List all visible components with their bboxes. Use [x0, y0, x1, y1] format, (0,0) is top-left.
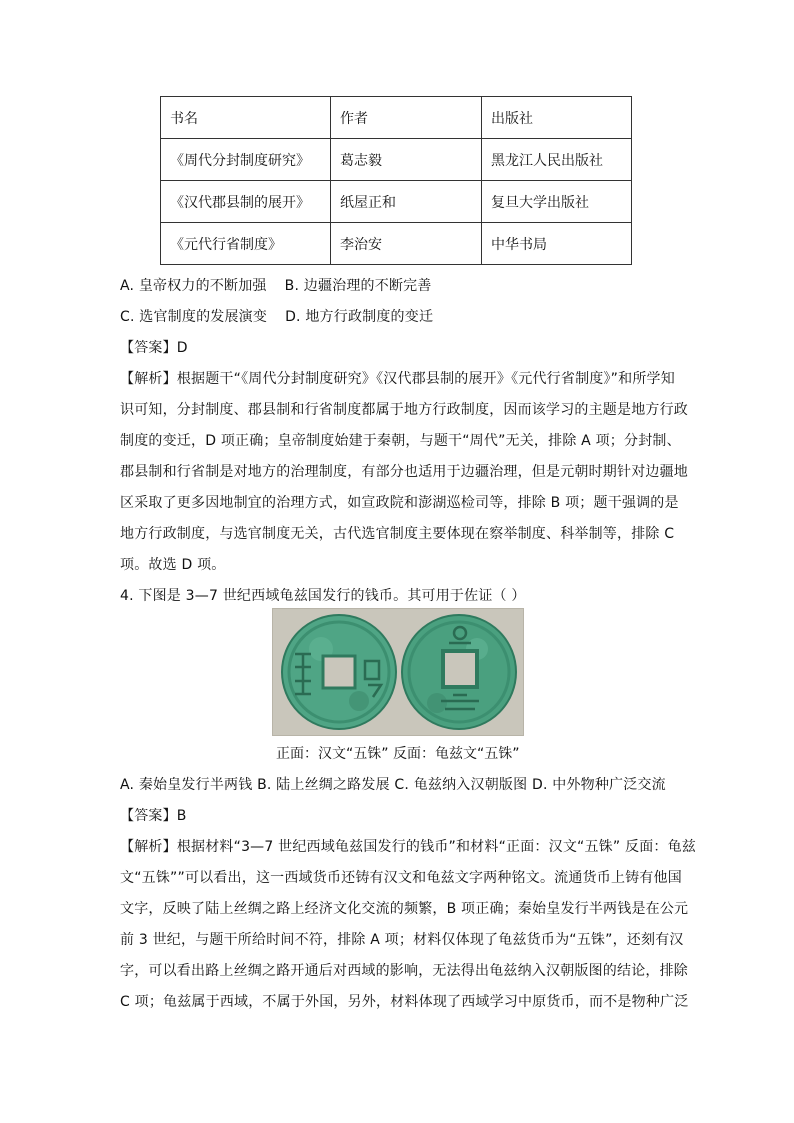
coin-obverse [282, 615, 396, 729]
q4-analysis-label: 【解析】 [120, 839, 177, 855]
table-cell: 《元代行省制度》 [161, 223, 331, 265]
q3-analysis-line: 制度的变迁，D 项正确；皇帝制度始建于秦朝，与题干“周代”无关，排除 A 项；分封制、 [120, 433, 681, 449]
q3-analysis-line: 郡县制和行省制是对地方的治理制度，有部分也适用于边疆治理，但是元朝时期针对边疆地 [120, 464, 688, 480]
table-cell: 黑龙江人民出版社 [482, 139, 632, 181]
book-table [160, 96, 632, 265]
table-row [161, 223, 632, 265]
q4-answer: 【答案】B [120, 808, 187, 824]
table-header-cell: 出版社 [482, 97, 632, 139]
q3-analysis-line: 地方行政制度，与选官制度无关，古代选官制度主要体现在察举制度、科举制等，排除 C [120, 526, 675, 542]
q3-option-d: D. 地方行政制度的变迁 [285, 309, 434, 325]
q3-option-c: C. 选官制度的发展演变 [120, 309, 268, 325]
table-cell: 复旦大学出版社 [482, 181, 632, 223]
q3-analysis-line: 项。故选 D 项。 [120, 557, 226, 573]
q3-analysis-line: 区采取了更多因地制宜的治理方式，如宣政院和澎湖巡检司等，排除 B 项；题干强调的是 [120, 495, 679, 511]
table-row [161, 139, 632, 181]
q4-options: A. 秦始皇发行半两钱 B. 陆上丝绸之路发展 C. 龟兹纳入汉朝版图 D. 中外物种广泛交流 [120, 777, 666, 793]
table-header-row [161, 97, 632, 139]
table-row [161, 181, 632, 223]
coin-photo [272, 608, 524, 736]
table-cell: 李治安 [331, 223, 482, 265]
q3-option-a: A. 皇帝权力的不断加强 [120, 278, 267, 294]
q3-analysis-line: 识可知，分封制度、郡县制和行省制度都属于地方行政制度，因而该学习的主题是地方行政 [120, 402, 688, 418]
table-cell: 纸屋正和 [331, 181, 482, 223]
q4-analysis-line: C 项；龟兹属于西域，不属于外国，另外，材料体现了西域学习中原货币，而不是物种广泛 [120, 994, 689, 1010]
table-header-cell: 书名 [161, 97, 331, 139]
q4-stem: 4. 下图是 3—7 世纪西域龟兹国发行的钱币。其可用于佐证（ ） [120, 588, 526, 604]
q4-analysis-line: 【解析】根据材料“3—7 世纪西域龟兹国发行的钱币”和材料“正面：汉文“五铢” 反面：龟兹 [120, 839, 696, 855]
coin-reverse [402, 615, 516, 729]
table-cell: 《汉代郡县制的展开》 [161, 181, 331, 223]
q3-analysis-line: 【解析】根据题干“《周代分封制度研究》《汉代郡县制的展开》《元代行省制度》”和所学知 [120, 371, 675, 387]
q3-options-row-2 [120, 306, 433, 326]
q4-analysis-line: 前 3 世纪，与题干所给时间不符，排除 A 项；材料仅体现了龟兹货币为“五铢”，还刻有汉 [120, 932, 684, 948]
table-cell: 中华书局 [482, 223, 632, 265]
q3-options-row-1 [120, 275, 432, 295]
q3-analysis-label: 【解析】 [120, 371, 177, 387]
coin-caption: 正面：汉文“五铢” 反面：龟兹文“五铢” [276, 746, 520, 762]
q4-analysis-line: 文“五铢””可以看出，这一西域货币还铸有汉文和龟兹文字两种铭文。流通货币上铸有他国 [120, 870, 682, 886]
q3-option-b: B. 边疆治理的不断完善 [284, 278, 432, 294]
table-header-cell: 作者 [331, 97, 482, 139]
q4-analysis-line: 文字，反映了陆上丝绸之路上经济文化交流的频繁，B 项正确；秦始皇发行半两钱是在公元 [120, 901, 689, 917]
q3-answer: 【答案】D [120, 340, 188, 356]
table-cell: 葛志毅 [331, 139, 482, 181]
q4-analysis-line: 字，可以看出路上丝绸之路开通后对西域的影响，无法得出龟兹纳入汉朝版图的结论，排除 [120, 963, 688, 979]
table-cell: 《周代分封制度研究》 [161, 139, 331, 181]
